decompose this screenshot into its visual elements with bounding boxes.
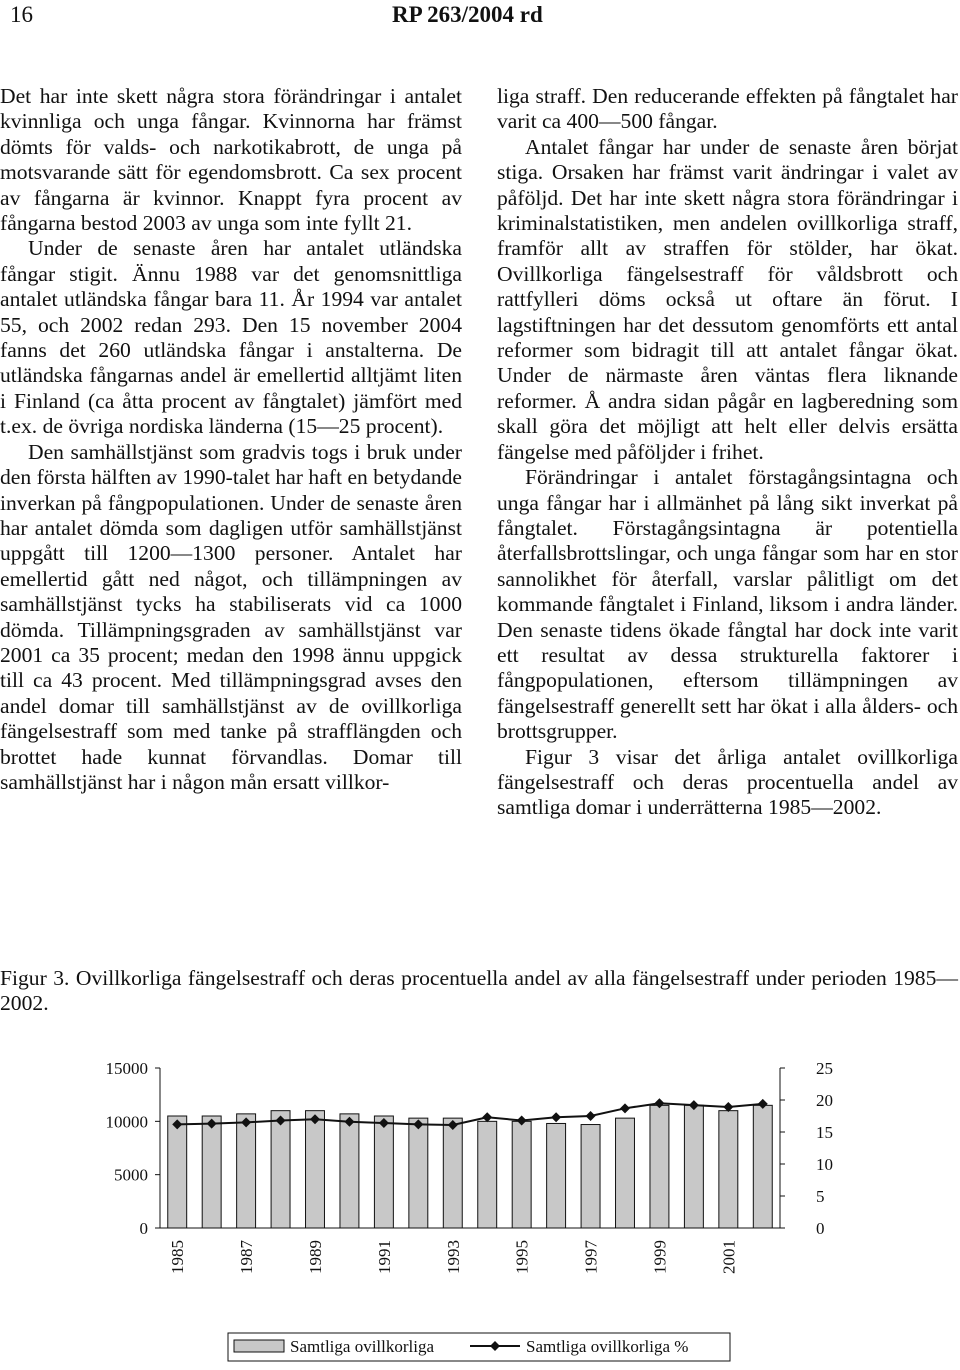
percent-marker-1998 [620,1103,630,1113]
right-tick-label: 15 [816,1123,833,1142]
x-tick-label: 1985 [168,1240,188,1274]
bar-2001 [719,1111,738,1228]
x-tick-label: 2001 [719,1240,739,1274]
left-paragraph: Den samhällstjänst som gradvis togs i bruk under den första hälften av 1990-talet har haft en betydande inverkan på fångpopulationen. Under de senaste åren har antalet dömda som dagligen utför samhällstjänst uppgått till 1200—1300 personer. Antalet har emellertid gått ned något, och tillämpningen av samhällstjänst tycks ha stabiliserats vid ca 1000 dömda. Tillämpningsgraden av samhällstjänst var 2001 ca 35 procent; medan den 1998 ännu uppgick till ca 43 procent. Med tillämpningsgrad avses den andel domar till samhällstjänst av de ovillkorliga fängelsestraff som med tanke på strafflängden och brottet hade kunnat förvandlas. Domar till samhällstjänst har i någon mån ersatt villkor- [0,439,462,794]
right-tick-label: 5 [816,1187,825,1206]
figure-chart [0,1050,960,1370]
bar-1999 [650,1105,669,1228]
right-paragraph: Antalet fångar har under de senaste åren börjat stiga. Orsaken har främst varit ändringar i valet av påföljd. Det har inte skett några stora förändringar i kriminalstatistiken, men andelen ovillkorliga straff, framför allt av straffen för stölder, har ökat. Ovillkorliga fängelsestraff för våldsbrott och rattfylleri döms också ut oftare än förut. I lagstiftningen har det dessutom genomförts ett antal reformer som bidragit till att antalet fångar ökat. Under de närmaste åren väntas flera liknande reformer. Å andra sidan pågår en lagberedning som skall göra det möjligt att helt eller delvis ersätta fängelse med påföljder i frihet. [497,134,958,464]
right-tick-label: 25 [816,1059,833,1078]
left-paragraph: Under de senaste åren har antalet utländska fångar stigit. Ännu 1988 var det genomsnittliga antalet utländska fångar bara 11. År 1994 var antalet 55, och 2002 redan 293. Den 15 november 2004 fanns det 260 utländska fångar i anstalterna. De utländska fångarnas andel är emellertid alltjämt liten i Finland (ca åtta procent av fångtalet) jämfört med t.ex. de övriga nordiska länderna (15—25 procent). [0,236,462,439]
bar-1990 [340,1114,359,1228]
bar-1994 [478,1121,497,1228]
legend-bar-swatch [234,1340,284,1352]
legend-bar-label: Samtliga ovillkorliga [290,1337,435,1356]
left-tick-label: 15000 [105,1059,148,1078]
bar-1987 [237,1114,256,1228]
percent-marker-1996 [551,1112,561,1122]
percent-marker-1994 [482,1112,492,1122]
right-paragraph: Figur 3 visar det årliga antalet ovillkorliga fängelsestraff och deras procentuella andel av samtliga domar i underrätterna 1985—2002. [497,744,958,820]
legend-line-marker [490,1341,500,1351]
right-paragraph: liga straff. Den reducerande effekten på fångtalet har varit ca 400—500 fångar. [497,84,958,134]
left-column [0,84,462,795]
right-tick-label: 0 [816,1219,825,1238]
percent-line [177,1103,763,1125]
left-tick-label: 0 [139,1219,148,1238]
bar-1996 [547,1123,566,1228]
page-number: 16 [10,2,33,27]
left-tick-label: 5000 [114,1165,148,1185]
right-column [497,84,958,821]
right-tick-label: 10 [816,1155,833,1174]
bar-1988 [271,1111,290,1228]
bar-1995 [512,1121,531,1228]
right-paragraph: Förändringar i antalet förstagångsintagna och unga fångar har i allmänhet på lång sikt inverkat på fångtalet. Förstagångsintagna är potentiella återfallsbrottslingar, och unga fångar som har en stor sannolikhet för återfall, varslar pålitligt om det kommande fångtalet i Finland, liksom i andra länder. Den senaste tidens ökade fångtal har dock inte varit ett resultat av dessa strukturella faktorer i fångpopulationen, eftersom tillämpningen av fängelsestraff generellt sett har ökat i alla ålders- och brottsgrupper. [497,465,958,744]
left-paragraph: Det har inte skett några stora förändringar i antalet kvinnliga och unga fångar. Kvinnorna har främst dömts för valds- och narkotikabrott, de unga på motsvarande sätt för egendomsbrott. Ca sex procent av fångarna är kvinnor. Knappt fyra procent av fångarna bestod 2003 av unga som inte fyllt 21. [0,84,462,236]
x-tick-label: 1993 [443,1240,463,1274]
running-title: RP 263/2004 rd [392,2,543,27]
left-tick-label: 10000 [105,1112,148,1132]
bar-1991 [374,1116,393,1228]
x-tick-label: 1999 [650,1240,670,1274]
bar-1993 [443,1118,462,1228]
x-tick-label: 1995 [512,1240,532,1274]
bar-1986 [202,1116,221,1228]
figure-caption: Figur 3. Ovillkorliga fängelsestraff och deras procentuella andel av alla fängelsestraff under perioden 1985—2002. [0,966,958,1016]
bar-1992 [409,1118,428,1228]
x-tick-label: 1987 [237,1240,257,1274]
legend-line-label: Samtliga ovillkorliga % [526,1337,689,1356]
bar-1989 [306,1111,325,1228]
bar-1998 [616,1118,635,1228]
bar-2002 [753,1105,772,1228]
x-tick-label: 1989 [306,1240,325,1274]
bar-2000 [684,1105,703,1228]
bar-1997 [581,1125,600,1228]
x-tick-label: 1997 [581,1240,601,1274]
x-tick-label: 1991 [374,1240,394,1274]
right-tick-label: 20 [816,1091,833,1110]
bar-1985 [168,1116,187,1228]
percent-marker-1997 [586,1111,596,1121]
